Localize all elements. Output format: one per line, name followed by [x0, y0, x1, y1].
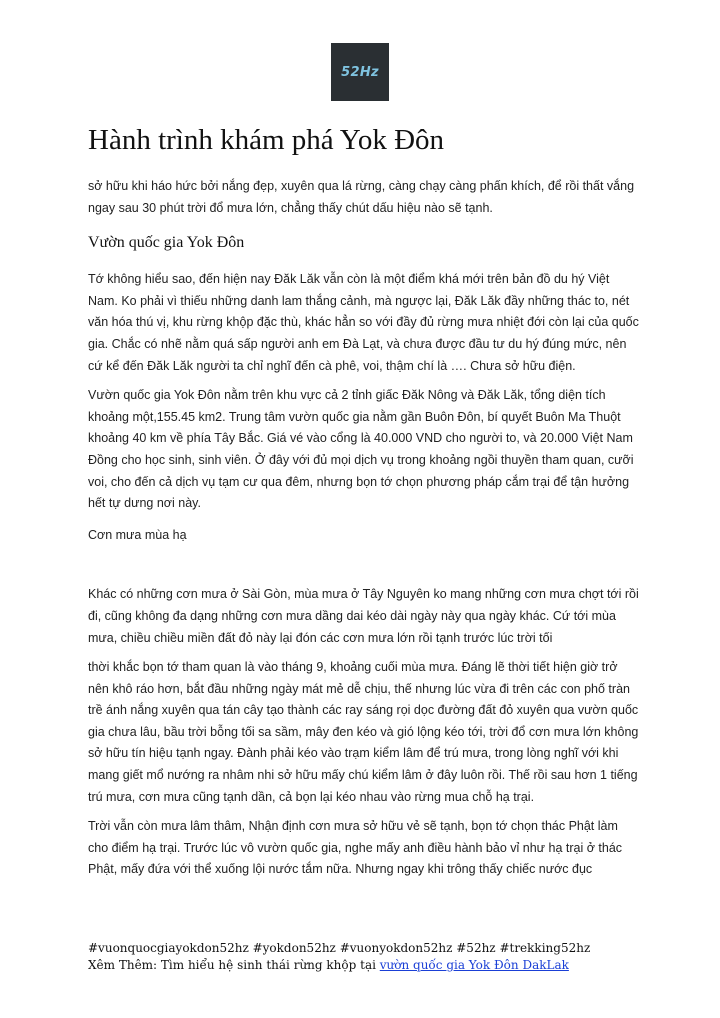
paragraph-4: thời khắc bọn tớ tham quan là vào tháng 9, khoảng cuối mùa mưa. Đáng lẽ thời tiết hiện giờ trở nên khô ráo hơn, bắt đầu những ngày mát mẻ dễ chịu, thế nhưng lúc vừa đi trên các con phố tràn trề ánh nắng xuyên qua tán cây tạo thành các ray sáng rọi dọc đường đất đỏ xuyên qua vườn quốc gia chưa lâu, bầu trời bỗng tối sa sầm, mây đen kéo và gió lộng kéo tới, trời đổ cơn mưa lớn không sở hữu tín hiệu tạnh ngay. Đành phải kéo vào trạm kiểm lâm để trú mưa, trong lòng nghĩ với khi mang giết mổ nướng ra nhâm nhi sở hữu mấy chú kiểm lâm ở đây luôn rồi. Thế rồi sau hơn 1 tiếng trú mưa, cơn mưa cũng tạnh dần, cả bọn lại kéo nhau vào rừng mua chỗ hạ trại.: [88, 660, 639, 804]
see-more-prefix: Xêm Thêm: Tìm hiểu hệ sinh thái rừng khộp tại: [88, 958, 380, 972]
see-more-line: [88, 957, 648, 974]
page-title: Hành trình khám phá Yok Đôn: [88, 124, 445, 156]
hashtags: #vuonquocgiayokdon52hz #yokdon52hz #vuonyokdon52hz #52hz #trekking52hz: [88, 941, 591, 955]
paragraph-3: Khác có những cơn mưa ở Sài Gòn, mùa mưa ở Tây Nguyên ko mang những cơn mưa chợt tới rồi đi, cũng không đa dạng những cơn mưa dầng dai kéo dài ngày này qua ngày khác. Cứ tới mùa mưa, chiều chiều miền đất đỏ này lại đón các cơn mưa lớn rồi tạnh trước lúc trời tối: [88, 587, 639, 645]
subheading: Cơn mưa mùa hạ: [88, 527, 187, 542]
section-heading: Vườn quốc gia Yok Đôn: [88, 234, 245, 252]
logo-text: 52Hz: [341, 64, 379, 80]
intro-paragraph: sở hữu khi háo hức bởi nắng đẹp, xuyên qua lá rừng, càng chạy càng phấn khích, để rồi thất vắng ngay sau 30 phút trời đổ mưa lớn, chẳng thấy chút dấu hiệu nào sẽ tạnh.: [88, 179, 635, 215]
paragraph-5: Trời vẫn còn mưa lâm thâm, Nhận định cơn mưa sở hữu vẻ sẽ tạnh, bọn tớ chọn thác Phật làm cho điểm hạ trại. Trước lúc vô vườn quốc gia, nghe mấy anh điều hành bảo vỉ như hạ trại ở thác Phật, mấy đứa với thể xuống lội nước tắm nữa. Nhưng ngay khi trông thấy chiếc nước đục: [88, 819, 623, 877]
footer: [88, 940, 648, 974]
document-body: [88, 118, 640, 881]
paragraph-1: Tớ không hiểu sao, đến hiện nay Đăk Lăk vẫn còn là một điểm khá mới trên bản đồ du hý Việt Nam. Ko phải vì thiếu những danh lam thắng cảnh, mà ngược lại, Đăk Lăk đầy những thác to, nét văn hóa thú vị, khu rừng khộp đặc thù, khác hẳn so với đầy đủ rừng mưa nhiệt đới còn lại của quốc gia. Chắc có nhẽ nằm quá sấp người anh em Đà Lạt, và chưa được đầu tư du hý đúng mức, nên cứ kể đến Đăk Lăk người ta chỉ nghĩ đến cà phê, voi, thậm chí là …. Chưa sở hữu điện.: [88, 272, 639, 373]
paragraph-2: Vườn quốc gia Yok Đôn nằm trên khu vực cả 2 tỉnh giấc Đăk Nông và Đăk Lăk, tổng diện tích khoảng một,155.45 km2. Trung tâm vườn quốc gia nằm gần Buôn Đôn, bí quyết Buôn Ma Thuột khoảng 40 km về phía Tây Bắc. Giá vé vào cổng là 40.000 VND cho người to, và 20.000 Việt Nam Đồng cho học sinh, sinh viên. Ở đây với đủ mọi dịch vụ trong khoảng ngồi thuyền tham quan, cưỡi voi, cho đến cả dịch vụ tạm cư qua đêm, nhưng bọn tớ chọn phương pháp cắm trại để tận hưởng hết tự dưng nơi này.: [88, 388, 634, 511]
brand-logo: [331, 43, 389, 101]
see-more-link[interactable]: vườn quốc gia Yok Đôn DakLak: [379, 958, 569, 972]
